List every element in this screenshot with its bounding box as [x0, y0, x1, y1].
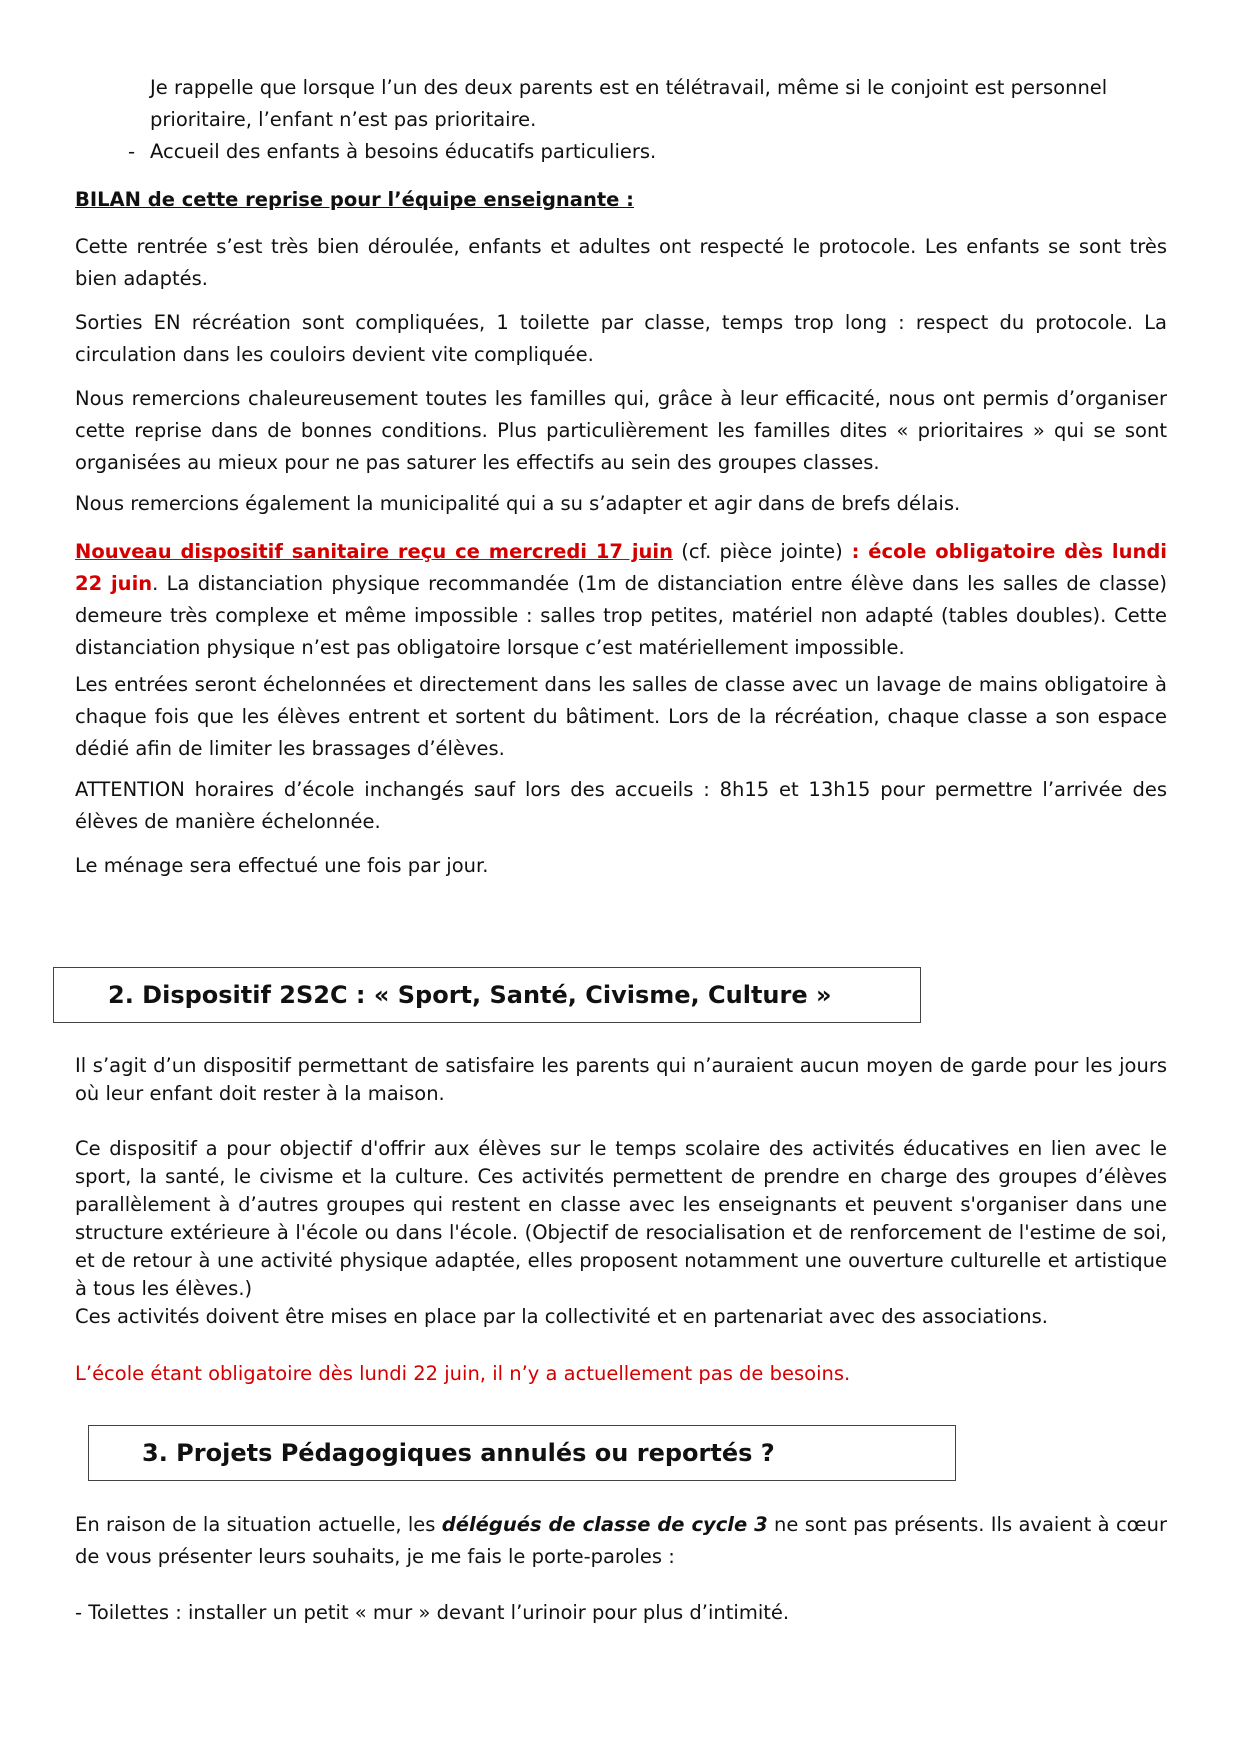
intro-continuation: Je rappelle que lorsque l’un des deux parents est en télétravail, même si le conjoint est personnel prioritaire, l’enfant n’est pas prioritaire. [150, 76, 1108, 131]
delegates-rest: ne sont pas présents. Ils avaient à cœur de vous présenter leurs souhaits, je me fais le porte-paroles : [75, 1513, 1167, 1568]
new-protocol-link-text: Nouveau dispositif sanitaire reçu ce mercredi 17 juin [75, 540, 673, 563]
section-2-paragraph-1: Il s’agit d’un dispositif permettant de satisfaire les parents qui n’auraient aucun moyen de garde pour les jours où leur enfant doit rester à la maison. [75, 1054, 1167, 1105]
attachment-note: (cf. pièce jointe) [673, 540, 843, 563]
delegates-lead: En raison de la situation actuelle, les [75, 1513, 442, 1536]
mandatory-school-note: : école obligatoire dès lundi 22 juin [75, 540, 1167, 595]
bilan-paragraph-2: Sorties EN récréation sont compliquées, 1 toilette par classe, temps trop long : respect du protocole. La circulation dans les couloirs devient vite compliquée. [75, 311, 1167, 366]
section-3-paragraph-2: - Toilettes : installer un petit « mur » devant l’urinoir pour plus d’intimité. [75, 1601, 790, 1624]
section-3-paragraph-1 [75, 1509, 1167, 1573]
bilan-paragraph-4: Nous remercions également la municipalité qui a su s’adapter et agir dans de brefs délais. [75, 492, 961, 515]
bilan-paragraph-6: Les entrées seront échelonnées et directement dans les salles de classe avec un lavage de mains obligatoire à chaque fois que les élèves entrent et sortent du bâtiment. Lors de la récréation, chaque classe a son espace dédié afin de limiter les brassages d’élèves. [75, 673, 1167, 760]
bullet-dash: - [128, 140, 136, 163]
distancing-text: . La distanciation physique recommandée (1m de distanciation entre élève dans les salles de classe) demeure très complexe et même impossible : salles trop petites, matériel non adapté (tables doubles). Cette distanciation physique n’est pas obligatoire lorsque c’est matériellement impossible. [75, 572, 1167, 659]
section-2-title: 2. Dispositif 2S2C : « Sport, Santé, Civisme, Culture » [108, 981, 832, 1009]
delegates-emphasis: délégués de classe de cycle 3 [441, 1513, 768, 1536]
bilan-paragraph-8: Le ménage sera effectué une fois par jour. [75, 854, 489, 877]
bilan-paragraph-3: Nous remercions chaleureusement toutes les familles qui, grâce à leur efficacité, nous ont permis d’organiser cette reprise dans de bonnes conditions. Plus particulièrement les familles dites « prioritaires » qui se sont organisées au mieux pour ne pas saturer les effectifs au sein des groupes classes. [75, 387, 1167, 474]
section-2-paragraph-2: Ce dispositif a pour objectif d'offrir aux élèves sur le temps scolaire des activités éducatives en lien avec le sport, la santé, le civisme et la culture. Ces activités permettent de prendre en charge des groupes d’élèves parallèlement à d’autres groupes qui restent en classe avec les enseignants et peuvent s'organiser dans une structure extérieure à l'école ou dans l'école. (Objectif de resocialisation et de renforcement de l'estime de soi, et de retour à une activité physique adaptée, elles proposent notamment une ouverture culturelle et artistique à tous les élèves.) [75, 1137, 1167, 1300]
section-2-paragraph-4: L’école étant obligatoire dès lundi 22 juin, il n’y a actuellement pas de besoins. [75, 1362, 851, 1385]
bullet-text: Accueil des enfants à besoins éducatifs particuliers. [150, 140, 657, 163]
bilan-heading [75, 184, 1167, 216]
section-2-paragraph-3: Ces activités doivent être mises en place par la collectivité et en partenariat avec des associations. [75, 1305, 1048, 1328]
section-3-title: 3. Projets Pédagogiques annulés ou reportés ? [142, 1439, 775, 1467]
bilan-paragraph-7: ATTENTION horaires d’école inchangés sauf lors des accueils : 8h15 et 13h15 pour permettre l’arrivée des élèves de manière échelonnée. [75, 778, 1167, 833]
bilan-paragraph-5 [75, 536, 1167, 664]
bilan-heading-text: BILAN de cette reprise pour l’équipe enseignante : [75, 188, 634, 211]
bilan-paragraph-1: Cette rentrée s’est très bien déroulée, enfants et adultes ont respecté le protocole. Les enfants se sont très bien adaptés. [75, 235, 1167, 290]
